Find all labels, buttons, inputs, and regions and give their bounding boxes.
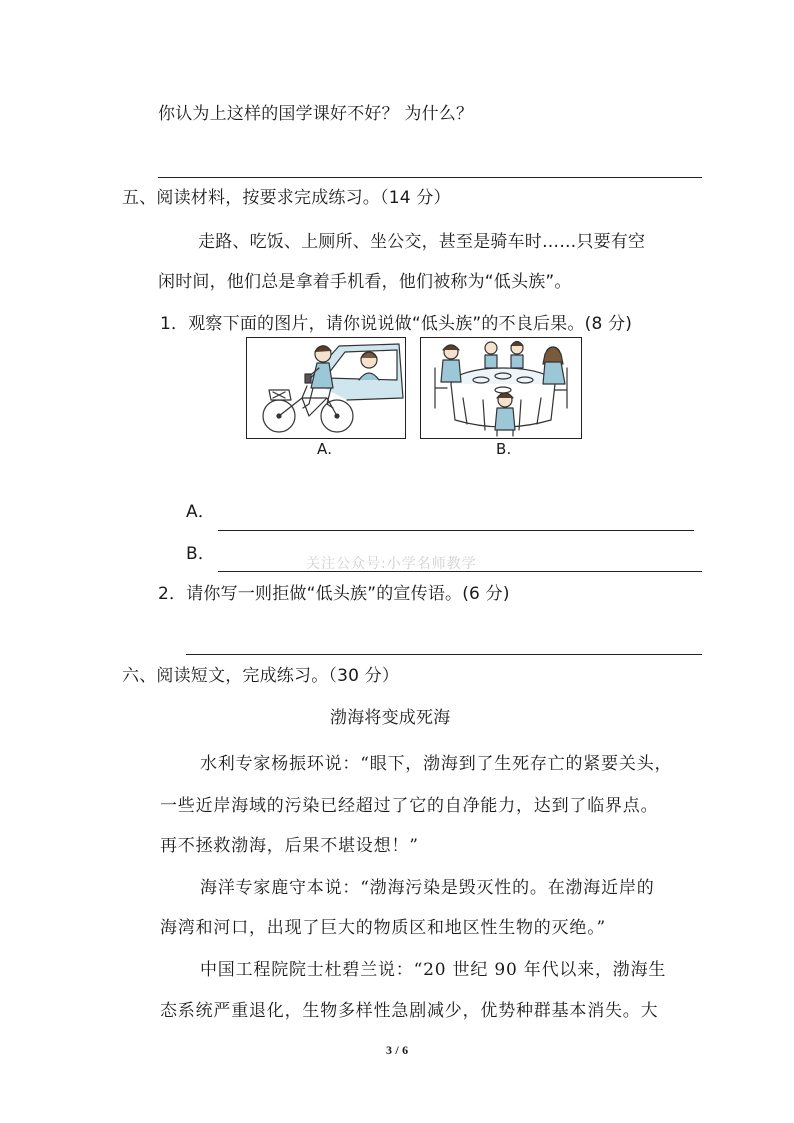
article-line: 再不拯救渤海，后果不堪设想！” (160, 836, 419, 856)
answer-label-a: A． (186, 502, 216, 522)
answer-line[interactable] (186, 654, 702, 655)
illustration-a (246, 337, 406, 439)
picture-caption-b: B. (496, 440, 512, 458)
article-line: 海湾和河口，出现了巨大的物质区和地区性生物的灭绝。” (160, 918, 606, 938)
article-line: 中国工程院院士杜碧兰说：“20 世纪 90 年代以来，渤海生 (200, 960, 667, 980)
question-text: 你认为上这样的国学课好不好？ 为什么？ (158, 104, 474, 124)
question-1: 1．观察下面的图片，请你说说做“低头族”的不良后果。(8 分) (160, 314, 633, 334)
article-line: 水利专家杨振环说：“眼下，渤海到了生死存亡的紧要关头， (200, 754, 673, 774)
article-line: 海洋专家鹿守本说：“渤海污染是毁灭性的。在渤海近岸的 (200, 878, 655, 898)
watermark-text: 关注公众号:小学名师教学 (306, 556, 477, 572)
page-number: 3 / 6 (386, 1043, 409, 1057)
illustration-b (420, 337, 582, 439)
cyclist-illustration (247, 338, 404, 437)
material-paragraph-line: 闲时间，他们总是拿着手机看，他们被称为“低头族”。 (158, 272, 572, 292)
material-paragraph-line: 走路、吃饭、上厕所、坐公交，甚至是骑车时……只要有空 (198, 232, 646, 252)
article-line: 态系统严重退化，生物多样性急剧减少，优势种群基本消失。大 (160, 1001, 659, 1021)
answer-line-a[interactable] (218, 530, 694, 531)
section-heading-6: 六、阅读短文，完成练习。（30 分） (122, 666, 400, 686)
dinner-table-illustration (421, 338, 580, 437)
answer-line-b[interactable] (218, 571, 702, 572)
article-title: 渤海将变成死海 (330, 708, 451, 728)
question-2: 2．请你写一则拒做“低头族”的宣传语。(6 分) (158, 584, 510, 604)
answer-line[interactable] (158, 177, 702, 178)
article-line: 一些近岸海域的污染已经超过了它的自净能力，达到了临界点。 (160, 796, 659, 816)
picture-caption-a: A. (317, 440, 333, 458)
section-heading-5: 五、阅读材料，按要求完成练习。（14 分） (122, 188, 451, 208)
answer-label-b: B． (186, 544, 216, 564)
